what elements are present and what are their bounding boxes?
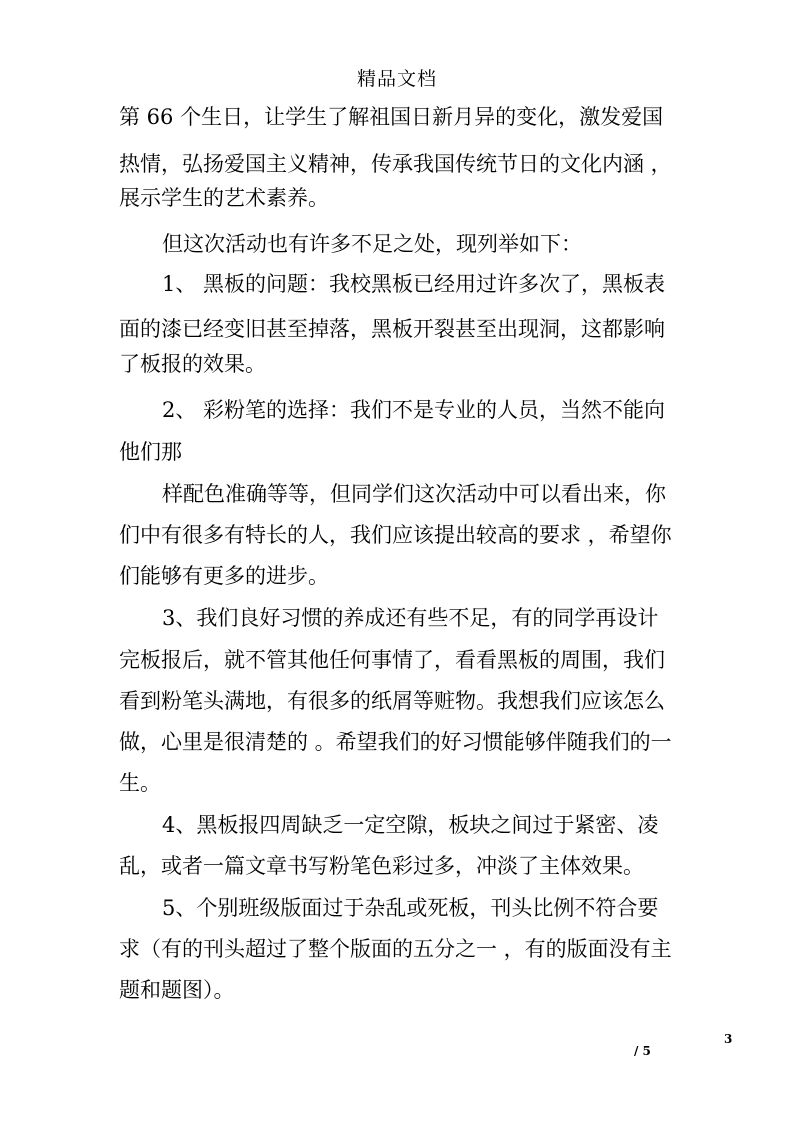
paragraph-line: 了板报的效果。 [119,352,266,376]
page-number: 3 [724,1032,733,1046]
paragraph-line: 完板报后，就不管其他任何事情了，看看黑板的周围，我们 [119,648,665,672]
paragraph-line: 看到粉笔头满地，有很多的纸屑等赃物。我想我们应该怎么 [119,689,665,713]
list-item-5-line: 5、个别班级版面过于杂乱或死板，刊头比例不符合要 [162,896,659,920]
paragraph-line: 们能够有更多的进步。 [119,564,329,588]
paragraph-line: 做，心里是很清楚的 。希望我们的好习惯能够伴随我们的一 [119,730,672,754]
list-item-1-line: 1、 黑板的问题：我校黑板已经用过许多次了，黑板表 [162,272,666,296]
paragraph-line: 但这次活动也有许多不足之处，现列举如下： [162,232,582,256]
paragraph-line: 面的漆已经变旧甚至掉落，黑板开裂甚至出现洞，这都影响 [119,317,665,341]
paragraph-line: 们中有很多有特长的人，我们应该提出较高的要求 ，希望你 [119,523,672,547]
paragraph-line: 求（有的刊头超过了整个版面的五分之一 ，有的版面没有主 [119,937,672,961]
paragraph-line: 题和题图）。 [119,978,235,1002]
page-header-title: 精品文档 [356,68,437,90]
page-total: / 5 [634,1044,651,1058]
list-item-3-line: 3、我们良好习惯的养成还有些不足，有的同学再设计 [162,606,659,630]
paragraph-line: 他们那 [119,440,182,464]
paragraph-line: 展示学生的艺术素养。 [119,186,329,210]
paragraph-line: 乱，或者一篇文章书写粉笔色彩过多，冲淡了主体效果。 [119,854,644,878]
paragraph-line: 第 66 个生日，让学生了解祖国日新月异的变化，激发爱国 [119,105,664,129]
paragraph-line: 热情，弘扬爱国主义精神，传承我国传统节日的文化内涵 ， [119,152,672,176]
paragraph-line: 生。 [119,771,161,795]
list-item-2-line: 2、 彩粉笔的选择：我们不是专业的人员，当然不能向 [162,398,666,422]
paragraph-line: 样配色准确等等，但同学们这次活动中可以看出来，你 [162,482,666,506]
list-item-4-line: 4、黑板报四周缺乏一定空隙，板块之间过于紧密、凌 [162,813,659,837]
